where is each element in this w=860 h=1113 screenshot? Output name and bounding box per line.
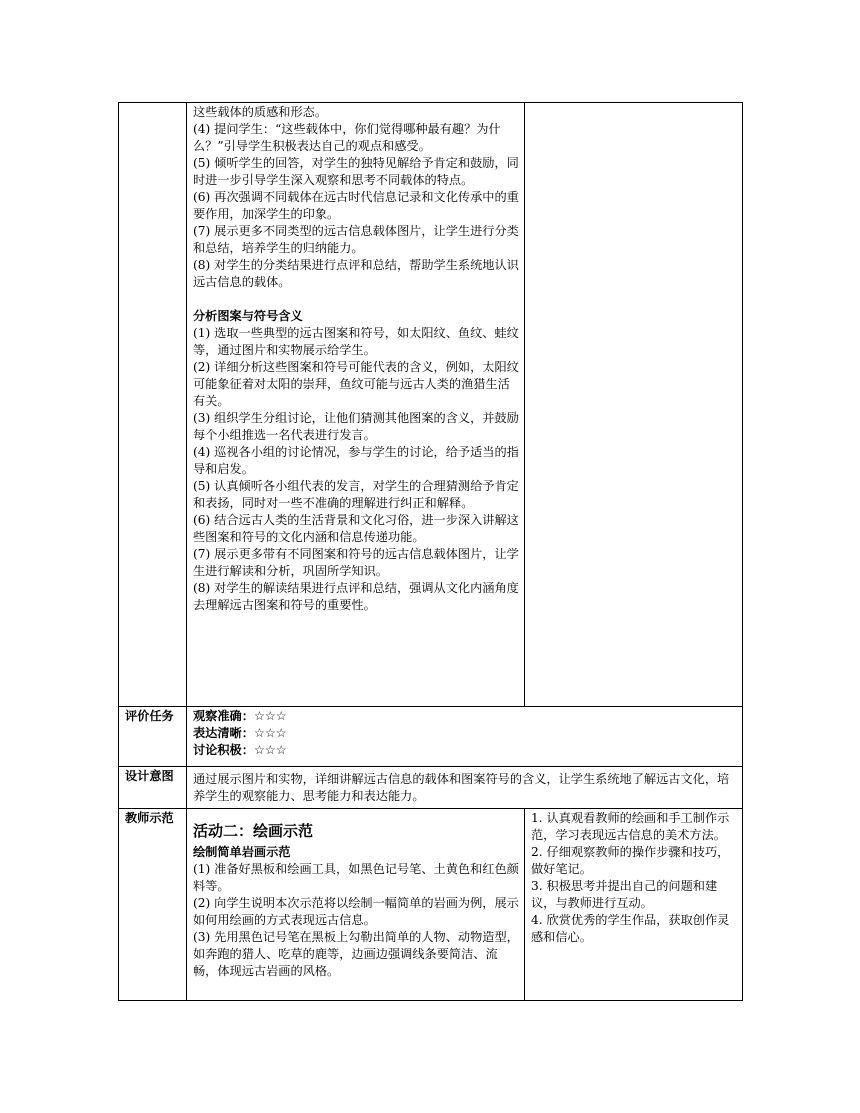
list-item: (8) 对学生的分类结果进行点评和总结，帮助学生系统地认识远古信息的载体。 xyxy=(193,258,519,289)
list-item: (3) 先用黑色记号笔在黑板上勾勒出简单的人物、动物造型，如奔跑的猎人、吃草的鹿等，边画边强调线条要简洁、流畅，体现远古岩画的风格。 xyxy=(193,930,519,978)
list-item: (5) 认真倾听各小组代表的发言，对学生的合理猜测给予肯定和表扬，同时对一些不准确的理解进行纠正和解释。 xyxy=(193,479,519,510)
list-item: (2) 详细分析这些图案和符号可能代表的含义，例如，太阳纹可能象征着对太阳的崇拜，鱼纹可能与远古人类的渔猎生活有关。 xyxy=(193,360,519,408)
teacher-demo-row xyxy=(119,809,743,1001)
evaluation-item-name: 观察准确： xyxy=(193,709,254,723)
evaluation-item xyxy=(193,725,737,742)
teacher-activity-cell xyxy=(187,103,525,707)
list-item: 2. 仔细观察教师的操作步骤和技巧，做好笔记。 xyxy=(531,845,730,876)
design-intent-cell xyxy=(187,767,743,809)
design-intent-row xyxy=(119,767,743,809)
evaluation-item xyxy=(193,708,737,725)
star-rating: ☆☆☆ xyxy=(253,709,287,723)
list-item: 1. 认真观看教师的绘画和手工制作示范，学习表现远古信息的美术方法。 xyxy=(531,811,730,842)
evaluation-row xyxy=(119,707,743,767)
evaluation-cell xyxy=(187,707,743,767)
teacher-demo-label: 教师示范 xyxy=(119,809,187,1001)
list-item: (2) 向学生说明本次示范将以绘制一幅简单的岩画为例，展示如何用绘画的方式表现远古信息。 xyxy=(193,896,519,927)
activity-continuation-row xyxy=(119,103,743,707)
list-item: (5) 倾听学生的回答，对学生的独特见解给予肯定和鼓励，同时进一步引导学生深入观察和思考不同载体的特点。 xyxy=(193,156,519,187)
intro-line: 这些载体的质感和形态。 xyxy=(193,105,328,119)
evaluation-item xyxy=(193,742,737,759)
demo-subtitle: 绘制简单岩画示范 xyxy=(193,845,291,859)
list-item: (4) 提问学生：“这些载体中，你们觉得哪种最有趣？为什么？”引导学生积极表达自己的观点和感受。 xyxy=(193,122,501,153)
teacher-demo-cell xyxy=(187,809,525,1001)
section-title: 分析图案与符号含义 xyxy=(193,309,303,323)
list-item: (7) 展示更多带有不同图案和符号的远古信息载体图片，让学生进行解读和分析，巩固所学知识。 xyxy=(193,547,519,578)
list-item: (6) 结合远古人类的生活背景和文化习俗，进一步深入讲解这些图案和符号的文化内涵和信息传递功能。 xyxy=(193,513,519,544)
activity-title: 活动二：绘画示范 xyxy=(193,822,314,840)
list-item: (7) 展示更多不同类型的远古信息载体图片，让学生进行分类和总结，培养学生的归纳能力。 xyxy=(193,224,519,255)
design-intent-label: 设计意图 xyxy=(119,767,187,809)
list-item: (8) 对学生的解读结果进行点评和总结，强调从文化内涵角度去理解远古图案和符号的重要性。 xyxy=(193,581,519,612)
evaluation-label: 评价任务 xyxy=(119,707,187,767)
student-activity-cell-empty xyxy=(525,103,743,707)
evaluation-item-name: 讨论积极： xyxy=(193,743,254,757)
design-intent-text: 通过展示图片和实物，详细讲解远古信息的载体和图案符号的含义，让学生系统地了解远古文化，培养学生的观察能力、思考能力和表达能力。 xyxy=(193,772,730,803)
list-item: 4. 欣赏优秀的学生作品，获取创作灵感和信心。 xyxy=(531,913,730,944)
list-item: (6) 再次强调不同载体在远古时代信息记录和文化传承中的重要作用，加深学生的印象。 xyxy=(193,190,519,221)
list-item: (1) 准备好黑板和绘画工具，如黑色记号笔、土黄色和红色颜料等。 xyxy=(193,862,519,893)
star-rating: ☆☆☆ xyxy=(253,726,287,740)
row-label-empty xyxy=(119,103,187,707)
list-item: (4) 巡视各小组的讨论情况，参与学生的讨论，给予适当的指导和启发。 xyxy=(193,445,519,476)
evaluation-item-name: 表达清晰： xyxy=(193,726,254,740)
lesson-plan-table xyxy=(118,102,743,1001)
list-item: (3) 组织学生分组讨论，让他们猜测其他图案的含义，并鼓励每个小组推选一名代表进行发言。 xyxy=(193,411,519,442)
list-item: (1) 选取一些典型的远古图案和符号，如太阳纹、鱼纹、蛙纹等，通过图片和实物展示给学生。 xyxy=(193,326,519,357)
list-item: 3. 积极思考并提出自己的问题和建议，与教师进行互动。 xyxy=(531,879,718,910)
student-demo-cell xyxy=(525,809,743,1001)
star-rating: ☆☆☆ xyxy=(253,743,287,757)
spacer xyxy=(193,291,519,308)
